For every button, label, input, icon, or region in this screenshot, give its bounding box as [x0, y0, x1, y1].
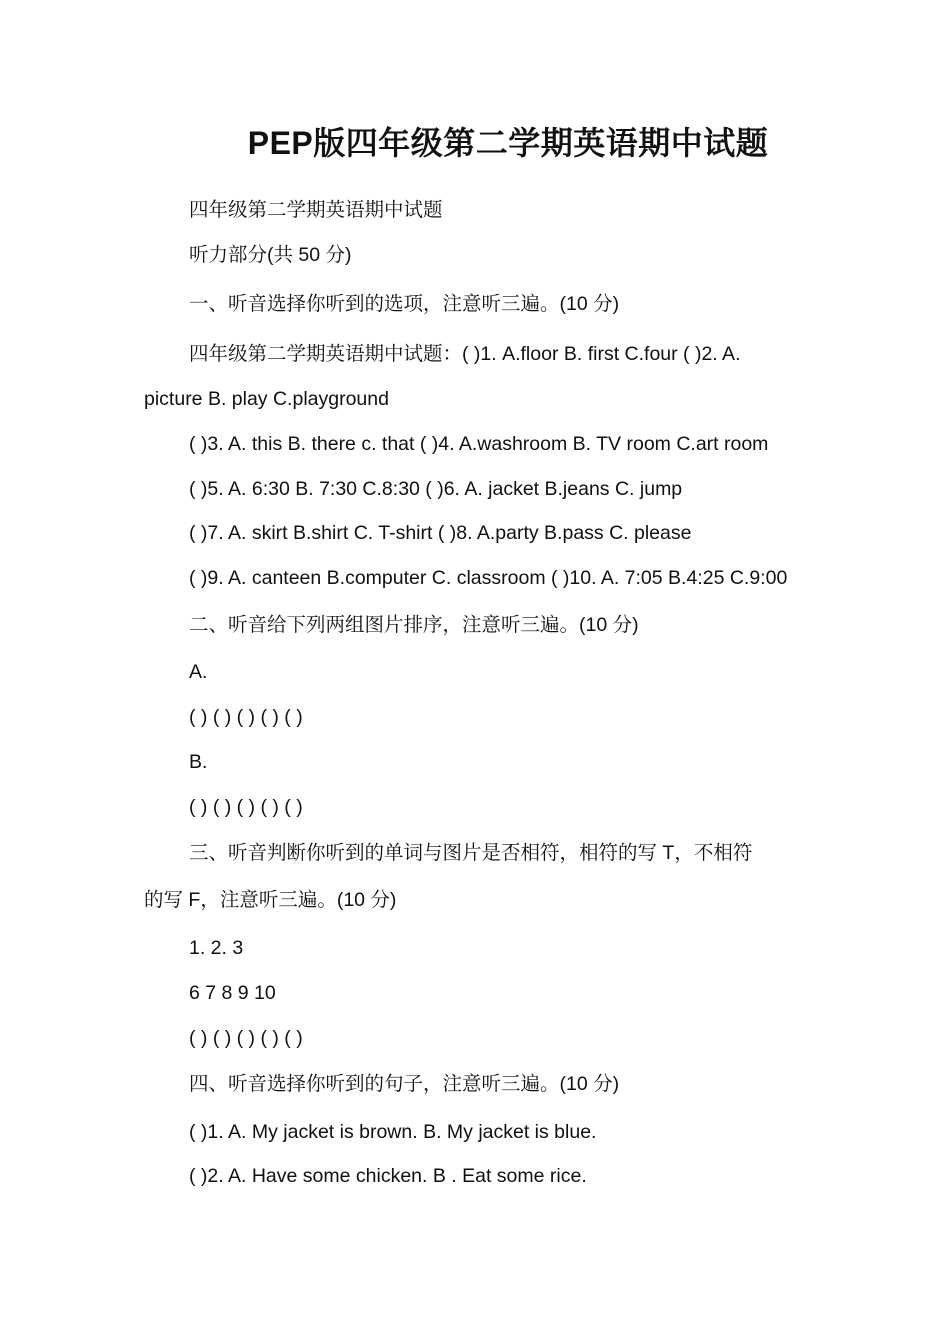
part-three-heading: 三、听音判断你听到的单词与图片是否相符，相符的写 T，不相符	[189, 842, 753, 864]
item-numbers: 6 7 8 9 10	[189, 982, 276, 1004]
question-line: ( )3. A. this B. there c. that ( )4. A.washroom B. TV room C.art room	[189, 433, 769, 455]
question-line: ( )7. A. skirt B.shirt C. T-shirt ( )8. A.party B.pass C. please	[189, 522, 692, 544]
document-title: PEP版四年级第二学期英语期中试题	[247, 125, 769, 161]
question-line: 四年级第二学期英语期中试题：( )1. A.floor B. first C.four ( )2. A.	[189, 343, 741, 365]
question-line: ( )2. A. Have some chicken. B . Eat some rice.	[189, 1165, 587, 1187]
item-numbers: 1. 2. 3	[189, 937, 244, 959]
group-a-label: A.	[189, 661, 208, 683]
part-four-heading: 四、听音选择你听到的句子，注意听三遍。(10 分)	[189, 1073, 620, 1095]
listening-section-heading: 听力部分(共 50 分)	[189, 244, 352, 266]
group-b-label: B.	[189, 751, 208, 773]
question-line: ( )1. A. My jacket is brown. B. My jacket is blue.	[189, 1121, 597, 1143]
subtitle-line: 四年级第二学期英语期中试题	[189, 199, 443, 221]
question-line: ( )9. A. canteen B.computer C. classroom ( )10. A. 7:05 B.4:25 C.9:00	[189, 567, 788, 589]
part-three-heading-continued: 的写 F，注意听三遍。(10 分)	[144, 889, 397, 911]
answer-blanks: ( ) ( ) ( ) ( ) ( )	[189, 796, 303, 818]
answer-blanks: ( ) ( ) ( ) ( ) ( )	[189, 1027, 303, 1049]
question-line-continued: picture B. play C.playground	[144, 388, 389, 410]
part-one-heading: 一、听音选择你听到的选项，注意听三遍。(10 分)	[189, 293, 620, 315]
question-line: ( )5. A. 6:30 B. 7:30 C.8:30 ( )6. A. jacket B.jeans C. jump	[189, 478, 683, 500]
answer-blanks: ( ) ( ) ( ) ( ) ( )	[189, 706, 303, 728]
part-two-heading: 二、听音给下列两组图片排序，注意听三遍。(10 分)	[189, 614, 639, 636]
